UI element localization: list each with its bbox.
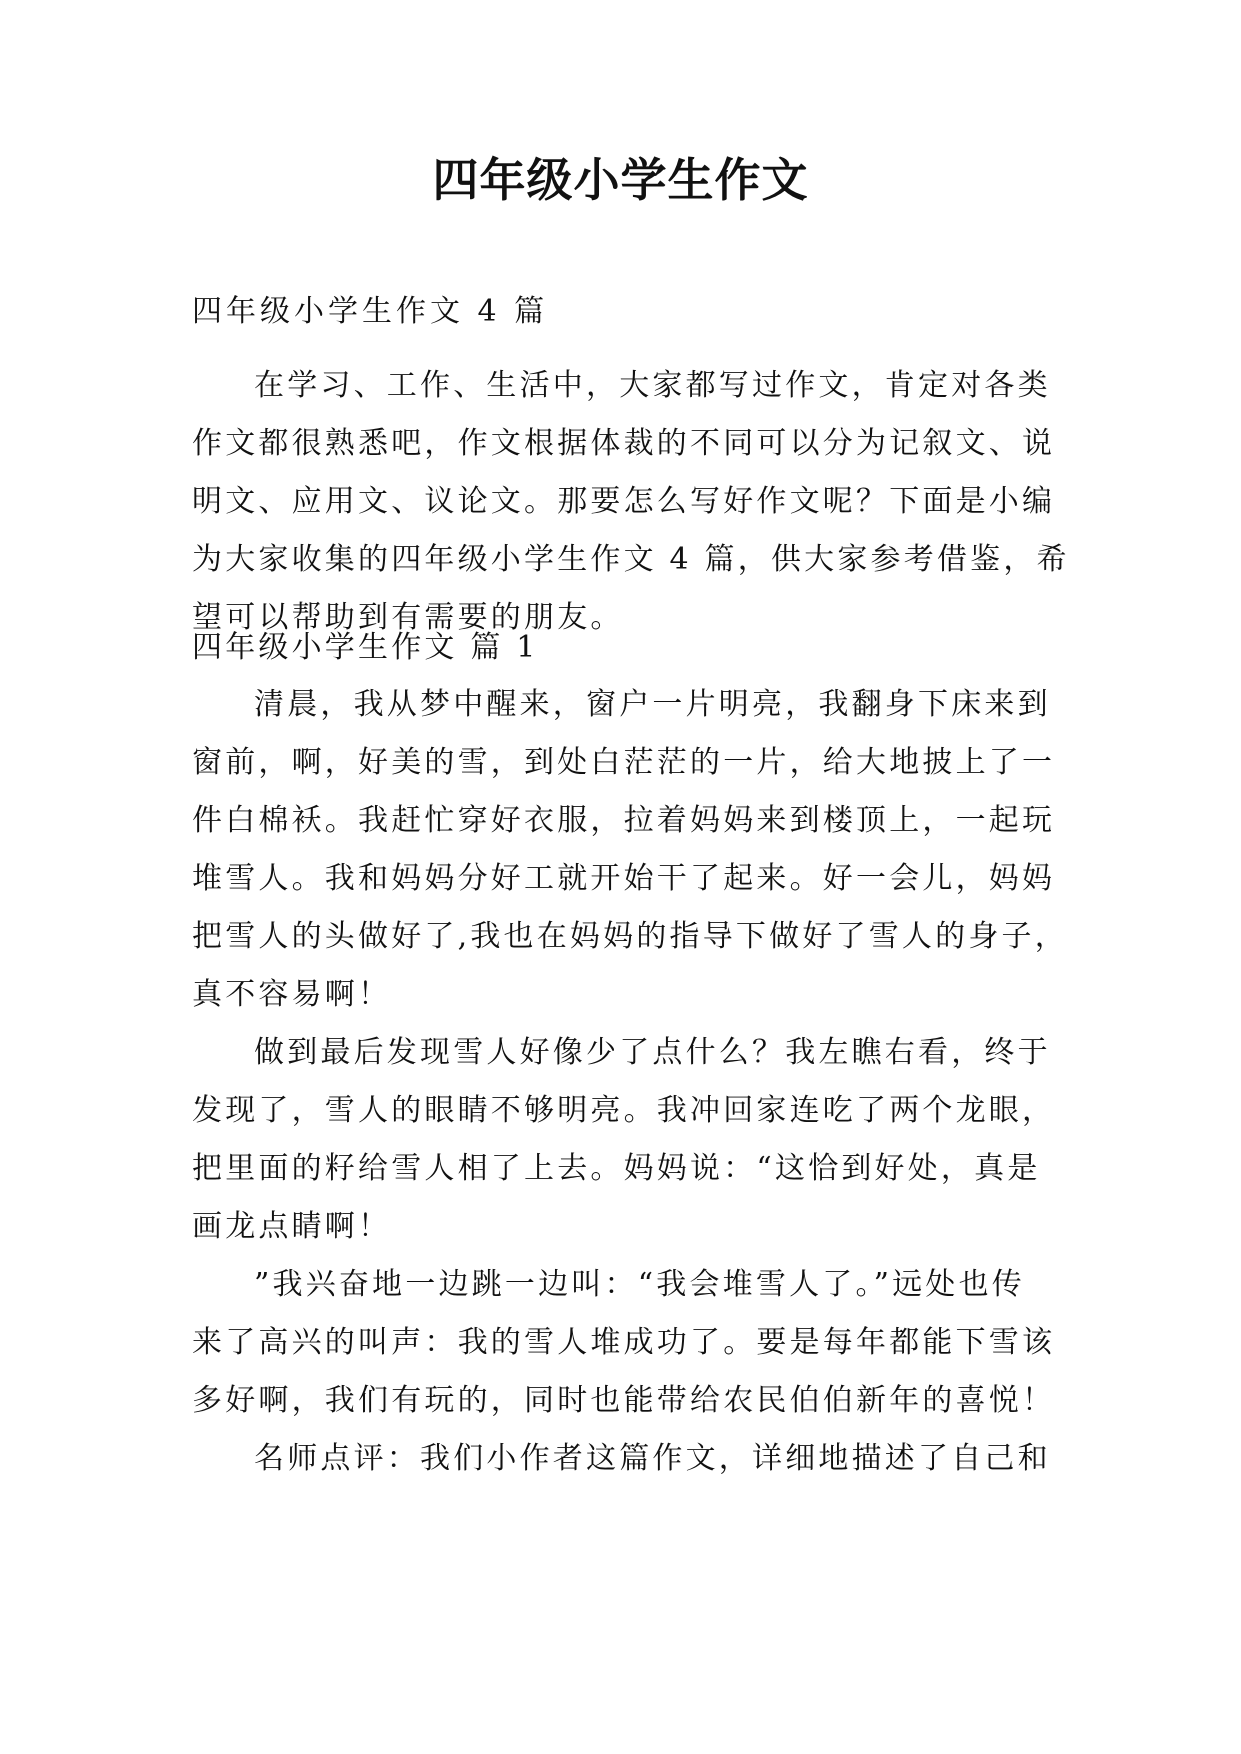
paragraph-line: 把雪人的头做好了,我也在妈妈的指导下做好了雪人的身子， — [192, 919, 1068, 954]
paragraph-line: 做到最后发现雪人好像少了点什么？我左瞧右看，终于 — [254, 1035, 1051, 1070]
paragraph-line: 名师点评：我们小作者这篇作文，详细地描述了自己和 — [254, 1441, 1051, 1476]
paragraph-line: 把里面的籽给雪人相了上去。妈妈说：“这恰到好处，真是 — [192, 1151, 1041, 1186]
paragraph-line: 发现了，雪人的眼睛不够明亮。我冲回家连吃了两个龙眼， — [192, 1093, 1056, 1128]
intro-paragraph — [192, 357, 1070, 647]
paragraph-line: 多好啊，我们有玩的，同时也能带给农民伯伯新年的喜悦！ — [192, 1383, 1056, 1418]
paragraph-line: 画龙点睛啊！ — [192, 1209, 392, 1244]
paragraph-line: 清晨，我从梦中醒来，窗户一片明亮，我翻身下床来到 — [254, 687, 1051, 722]
intro-line: 在学习、工作、生活中，大家都写过作文，肯定对各类 — [254, 368, 1051, 403]
document-subtitle: 四年级小学生作文 4 篇 — [192, 294, 549, 329]
intro-line: 为大家收集的四年级小学生作文 4 篇，供大家参考借鉴，希 — [192, 542, 1070, 577]
paragraph-line: 窗前，啊，好美的雪，到处白茫茫的一片，给大地披上了一 — [192, 745, 1056, 780]
paragraph-line: 真不容易啊！ — [192, 977, 392, 1012]
essay-paragraph-3 — [192, 1256, 1062, 1430]
section-heading-block — [192, 619, 1062, 677]
section-heading: 四年级小学生作文 篇 1 — [192, 630, 539, 665]
document-title: 四年级小学生作文 — [432, 153, 809, 207]
paragraph-line: ”我兴奋地一边跳一边叫：“我会堆雪人了。”远处也传 — [254, 1267, 1026, 1302]
intro-line: 作文都很熟悉吧，作文根据体裁的不同可以分为记叙文、说 — [192, 426, 1056, 461]
paragraph-line: 堆雪人。我和妈妈分好工就开始干了起来。好一会儿，妈妈 — [192, 861, 1056, 896]
essay-paragraph-4 — [192, 1430, 1062, 1488]
essay-paragraph-2 — [192, 1024, 1062, 1256]
intro-line: 望可以帮助到有需要的朋友。 — [192, 600, 624, 635]
paragraph-line: 来了高兴的叫声：我的雪人堆成功了。要是每年都能下雪该 — [192, 1325, 1056, 1360]
intro-line: 明文、应用文、议论文。那要怎么写好作文呢？下面是小编 — [192, 484, 1056, 519]
essay-paragraph-1 — [192, 676, 1068, 1024]
paragraph-line: 件白棉袄。我赶忙穿好衣服，拉着妈妈来到楼顶上，一起玩 — [192, 803, 1056, 838]
